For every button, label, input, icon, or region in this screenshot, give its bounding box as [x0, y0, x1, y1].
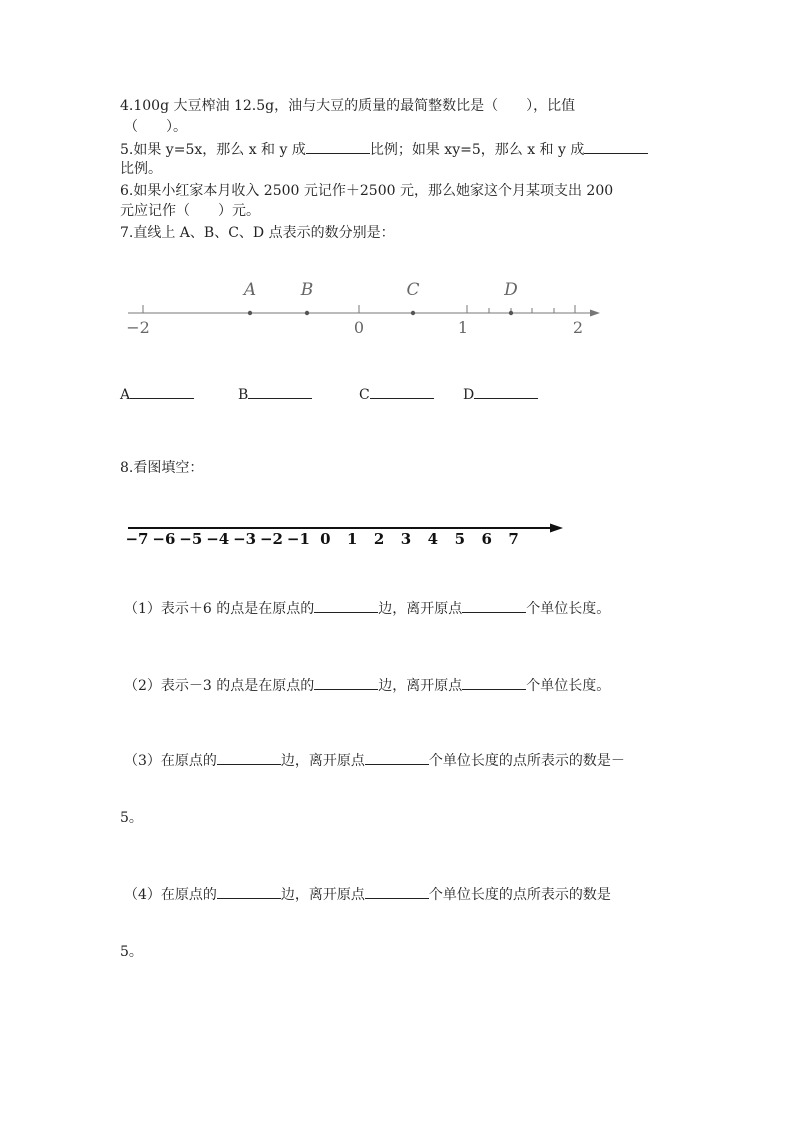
- q5-text-a: 5.如果 y=5x，那么 x 和 y 成: [120, 142, 306, 158]
- q7-answer-a-label: A: [120, 387, 131, 403]
- q7-point-label: B: [300, 280, 314, 300]
- q8-sub3-tail: 5。: [120, 810, 143, 826]
- q8-sub4-tail: 5。: [120, 944, 143, 960]
- q7-tick-label: −2: [126, 318, 150, 337]
- q4-line1: 4.100g 大豆榨油 12.5g，油与大豆的质量的最简整数比是（ ），比值: [120, 98, 576, 114]
- q8-sub4-text-a: （4）在原点的: [124, 887, 217, 903]
- q8-sub4-text-c: 个单位长度的点所表示的数是: [428, 887, 611, 903]
- q8-tick-label: −4: [206, 530, 230, 548]
- q8-tick-label: 3: [400, 530, 412, 548]
- q8-sub2: [124, 675, 610, 696]
- q8-sub3-blank-1[interactable]: [217, 750, 281, 765]
- q8-tick-label: 4: [427, 530, 439, 548]
- q8-tick-label: 5: [454, 530, 466, 548]
- q7-answer-d-label: D: [463, 387, 475, 403]
- q8-title: 8.看图填空：: [120, 460, 204, 476]
- q7-blank-c[interactable]: [370, 384, 434, 399]
- q8-tick-label: 6: [481, 530, 492, 548]
- q6-line1: 6.如果小红家本月收入 2500 元记作＋2500 元，那么她家这个月某项支出 200: [120, 183, 614, 199]
- q8-sub1: [124, 598, 610, 619]
- q6-line2: 元应记作（ ）元。: [120, 203, 260, 219]
- q7-tick-label: 1: [457, 318, 469, 337]
- q8-tick-label: 2: [373, 530, 385, 548]
- q7-point-label: D: [504, 280, 518, 300]
- q8-number-line: [0, 515, 794, 555]
- q8-tick-label: 0: [320, 530, 331, 548]
- q8-sub2-text-a: （2）表示－3 的点是在原点的: [124, 678, 315, 694]
- q8-sub1-text-a: （1）表示＋6 的点是在原点的: [124, 601, 315, 617]
- q8-sub3-blank-2[interactable]: [365, 750, 429, 765]
- q8-sub1-blank-1[interactable]: [314, 598, 378, 613]
- q8-sub1-text-c: 个单位长度。: [526, 601, 611, 617]
- q7-title: 7.直线上 A、B、C、D 点表示的数分别是：: [120, 225, 395, 241]
- q7-point: [509, 311, 513, 315]
- q8-sub1-blank-2[interactable]: [462, 598, 526, 613]
- q7-answer-b: [238, 384, 312, 405]
- q8-sub4: [124, 884, 611, 905]
- q8-sub2-text-c: 个单位长度。: [526, 678, 611, 694]
- q8-sub3-text-b: 边，离开原点: [280, 753, 365, 769]
- q5-blank-1[interactable]: [306, 139, 370, 154]
- q5-line2: 比例。: [120, 161, 162, 177]
- q8-tick-label: −2: [259, 530, 284, 548]
- q7-answer-c: [359, 384, 434, 405]
- q7-answer-c-label: C: [359, 387, 370, 403]
- q8-sub3: [124, 750, 625, 771]
- q7-point-label: C: [406, 280, 420, 300]
- q5-blank-2[interactable]: [584, 139, 648, 154]
- q8-sub3-text-a: （3）在原点的: [124, 753, 217, 769]
- q7-number-line: [0, 270, 794, 350]
- q4-answer-line: （ ）。: [124, 119, 187, 135]
- q5-line1: [120, 139, 648, 160]
- q7-point: [248, 311, 252, 315]
- q8-sub2-blank-1[interactable]: [314, 675, 378, 690]
- q8-sub4-text-b: 边，离开原点: [280, 887, 365, 903]
- q7-blank-d[interactable]: [474, 384, 538, 399]
- q7-answer-a: [120, 384, 194, 405]
- q8-tick-label: 7: [508, 530, 519, 548]
- q8-tick-label: −7: [125, 530, 149, 548]
- q5-text-b: 比例；如果 xy=5，那么 x 和 y 成: [369, 142, 585, 158]
- q8-arrow: [550, 524, 563, 533]
- q8-sub2-blank-2[interactable]: [462, 675, 526, 690]
- q7-tick-label: 0: [353, 318, 365, 337]
- q7-point: [411, 311, 415, 315]
- q8-sub4-blank-1[interactable]: [217, 884, 281, 899]
- q8-sub4-blank-2[interactable]: [365, 884, 429, 899]
- q7-tick-label: 2: [572, 318, 584, 337]
- q7-point-label: A: [243, 280, 257, 300]
- q7-blank-b[interactable]: [248, 384, 312, 399]
- q8-sub2-text-b: 边，离开原点: [378, 678, 463, 694]
- q8-tick-label: −6: [152, 530, 176, 548]
- q7-blank-a[interactable]: [130, 384, 194, 399]
- q8-sub1-text-b: 边，离开原点: [378, 601, 463, 617]
- q8-tick-label: 1: [346, 530, 358, 548]
- q7-answer-b-label: B: [238, 387, 249, 403]
- q7-arrow: [590, 310, 600, 317]
- q7-answer-d: [463, 384, 538, 405]
- q7-point: [305, 311, 309, 315]
- q8-sub3-text-c: 个单位长度的点所表示的数是－: [428, 753, 625, 769]
- q8-tick-label: −1: [286, 530, 310, 548]
- q8-tick-label: −5: [179, 530, 203, 548]
- q8-tick-label: −3: [233, 530, 257, 548]
